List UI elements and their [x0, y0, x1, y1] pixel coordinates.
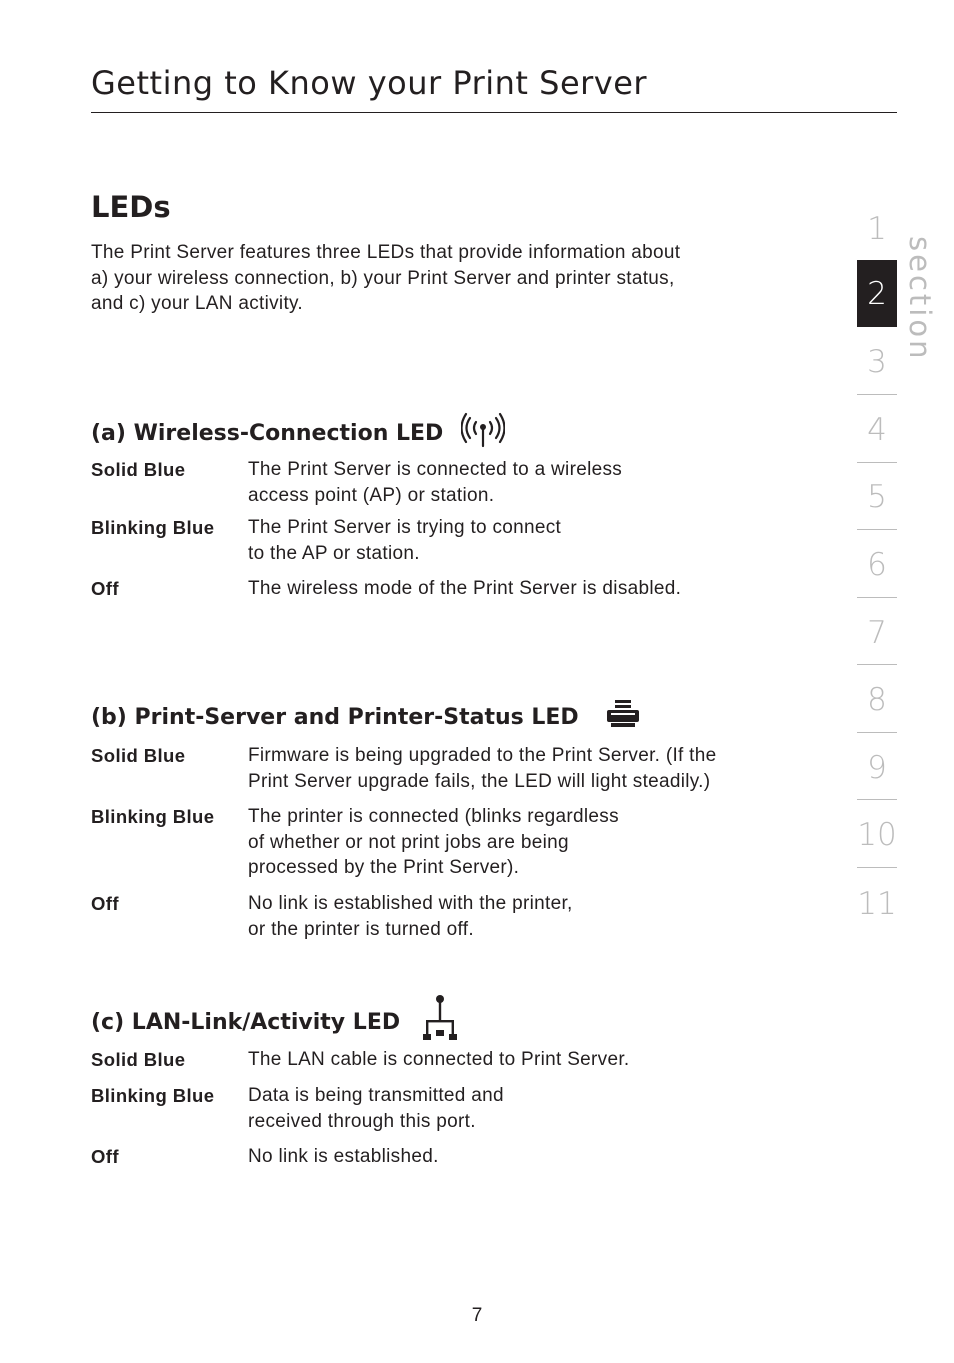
section-heading: LEDs	[91, 190, 171, 224]
section-tab-7[interactable]: 7	[867, 614, 887, 651]
tab-separator	[857, 664, 897, 665]
intro-line: and c) your LAN activity.	[91, 293, 304, 314]
state-term: Off	[91, 893, 119, 914]
desc-line: processed by the Print Server).	[248, 857, 520, 878]
desc-line: of whether or not print jobs are being	[248, 831, 569, 853]
section-tab-1[interactable]: 1	[867, 210, 887, 247]
state-description	[248, 457, 622, 508]
state-description	[248, 515, 561, 566]
desc-line: The wireless mode of the Print Server is disabled.	[248, 578, 682, 599]
section-tab-9[interactable]: 9	[867, 749, 887, 786]
section-tab-11[interactable]: 11	[857, 885, 897, 922]
state-term: Off	[91, 578, 119, 599]
led-heading-printer	[91, 698, 641, 736]
state-term: Blinking Blue	[91, 517, 215, 538]
desc-line: or the printer is turned off.	[248, 918, 474, 940]
state-description	[248, 576, 681, 602]
state-term: Solid Blue	[91, 1049, 186, 1070]
section-tab-3[interactable]: 3	[867, 343, 887, 380]
section-tab-10[interactable]: 10	[857, 816, 897, 853]
tab-separator	[857, 597, 897, 598]
page-number: 7	[471, 1305, 483, 1326]
section-tab-8[interactable]: 8	[867, 681, 887, 718]
tab-separator	[857, 732, 897, 733]
desc-line: The Print Server is connected to a wireless	[248, 459, 623, 480]
state-term: Blinking Blue	[91, 806, 215, 827]
desc-line: Data is being transmitted and	[248, 1085, 504, 1106]
state-description	[248, 804, 619, 881]
desc-line: The LAN cable is connected to Print Server.	[248, 1049, 630, 1070]
tab-separator	[857, 867, 897, 868]
intro-line: The Print Server features three LEDs that provide information about	[91, 242, 681, 263]
state-row	[91, 457, 831, 508]
state-description	[248, 891, 573, 942]
led-heading-text: (c) LAN-Link/Activity LED	[91, 1009, 401, 1035]
led-heading-text: (a) Wireless-Connection LED	[91, 420, 444, 446]
desc-line: received through this port.	[248, 1110, 476, 1132]
tab-separator	[857, 799, 897, 800]
desc-line: Print Server upgrade fails, the LED will light steadily.)	[248, 770, 711, 792]
tab-separator	[857, 394, 897, 395]
state-term: Solid Blue	[91, 745, 186, 766]
state-row	[91, 1144, 831, 1170]
state-term: Solid Blue	[91, 459, 186, 480]
desc-line: The Print Server is trying to connect	[248, 517, 562, 538]
desc-line: No link is established with the printer,	[248, 893, 573, 914]
header-rule	[91, 112, 897, 113]
section-tab-6[interactable]: 6	[867, 546, 887, 583]
network-icon	[420, 994, 460, 1050]
section-tab-5[interactable]: 5	[867, 478, 887, 515]
desc-line: Firmware is being upgraded to the Print Server. (If the	[248, 745, 717, 766]
state-row	[91, 515, 831, 566]
led-heading-text: (b) Print-Server and Printer-Status LED	[91, 704, 579, 730]
desc-line: No link is established.	[248, 1146, 439, 1167]
page-header: Getting to Know your Print Server	[91, 64, 648, 102]
desc-line: access point (AP) or station.	[248, 484, 495, 506]
tab-separator	[857, 529, 897, 530]
led-heading-lan	[91, 994, 460, 1050]
section-label: section	[903, 236, 937, 362]
state-term: Off	[91, 1146, 119, 1167]
state-row	[91, 891, 831, 942]
state-description	[248, 743, 717, 794]
printer-icon	[605, 698, 641, 736]
state-row	[91, 743, 831, 794]
wireless-icon	[461, 412, 505, 454]
section-tab-4[interactable]: 4	[867, 411, 887, 448]
intro-paragraph	[91, 240, 811, 317]
desc-line: The printer is connected (blinks regardless	[248, 806, 619, 827]
state-row	[91, 1047, 831, 1073]
intro-line: a) your wireless connection, b) your Print Server and printer status,	[91, 267, 675, 289]
state-row	[91, 576, 831, 602]
desc-line: to the AP or station.	[248, 542, 420, 564]
state-description	[248, 1144, 439, 1170]
state-description	[248, 1047, 629, 1073]
section-tab-2[interactable]: 2	[857, 260, 897, 327]
state-term: Blinking Blue	[91, 1085, 215, 1106]
led-heading-wireless	[91, 412, 505, 454]
state-description	[248, 1083, 504, 1134]
state-row	[91, 1083, 831, 1134]
state-row	[91, 804, 831, 881]
